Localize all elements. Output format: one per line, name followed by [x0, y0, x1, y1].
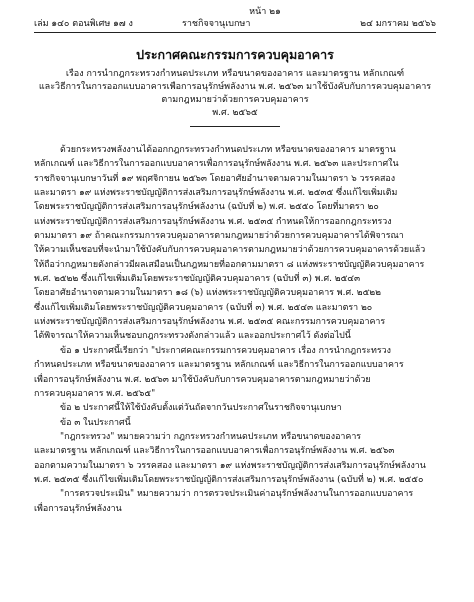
body-line: หลักเกณฑ์ และวิธีการในการออกแบบอาคารเพื่อการอนุรักษ์พลังงาน พ.ศ. ๒๕๖๓ และประกาศใน	[34, 159, 399, 170]
body-line: ได้พิจารณาให้ความเห็นชอบกฎกระทรวงดังกล่าวแล้ว และออกประกาศไว้ ดังต่อไปนี้	[34, 331, 351, 342]
body-line: พ.ศ. ๒๕๓๕ ซึ่งแก้ไขเพิ่มเติมโดยพระราชบัญญัติการส่งเสริมการอนุรักษ์พลังงาน (ฉบับที่ ๒) พ.ศ. ๒๕๕๐	[34, 474, 424, 485]
subject-line: และวิธีการในการออกแบบอาคารเพื่อการอนุรักษ์พลังงาน พ.ศ. ๒๕๖๓ มาใช้บังคับกับการควบคุมอาคาร	[38, 82, 432, 92]
body-line: ตามมาตรา ๑๙ ถ้าคณะกรรมการควบคุมอาคารตามกฎหมายว่าด้วยการควบคุมอาคารได้พิจารณา	[34, 231, 404, 242]
body-line: พ.ศ. ๒๕๒๒ ซึ่งแก้ไขเพิ่มเติมโดยพระราชบัญญัติควบคุมอาคาร (ฉบับที่ ๓) พ.ศ. ๒๕๔๓	[34, 274, 361, 285]
body-line: ซึ่งแก้ไขเพิ่มเติมโดยพระราชบัญญัติควบคุมอาคาร (ฉบับที่ ๓) พ.ศ. ๒๕๔๓ และมาตรา ๒๐	[34, 302, 373, 313]
page-number: หน้า ๒๑	[249, 7, 281, 17]
body-line: ให้ถือว่ากฎหมายดังกล่าวมีผลเสมือนเป็นกฎหมายที่ออกตามมาตรา ๘ แห่งพระราชบัญญัติควบคุมอาคาร	[34, 259, 425, 270]
body-line: ให้ความเห็นชอบที่จะนำมาใช้บังคับกับการควบคุมอาคารตามกฎหมายว่าด้วยการควบคุมอาคารด้วยแล้ว	[34, 245, 426, 256]
gazette-header	[34, 18, 436, 30]
body-line: ข้อ ๑ ประกาศนี้เรียกว่า "ประกาศคณะกรรมการควบคุมอาคาร เรื่อง การนำกฎกระทรวง	[60, 345, 391, 356]
body-line: "การตรวจประเมิน" หมายความว่า การตรวจประเมินค่าอนุรักษ์พลังงานในการออกแบบอาคาร	[60, 489, 414, 500]
announcement-title: ประกาศคณะกรรมการควบคุมอาคาร	[136, 47, 334, 62]
publication-date: ๒๔ มกราคม ๒๕๖๖	[360, 19, 436, 29]
body-line: โดยอาศัยอำนาจตามความในมาตรา ๑๘ (๖) แห่งพระราชบัญญัติควบคุมอาคาร พ.ศ. ๒๕๒๒	[34, 288, 382, 299]
title-separator	[190, 126, 280, 127]
body-line: กำหนดประเภท หรือขนาดของอาคาร และมาตรฐาน หลักเกณฑ์ และวิธีการในการออกแบบอาคาร	[34, 360, 404, 371]
body-line: ข้อ ๓ ในประกาศนี้	[60, 417, 131, 428]
body-line: ข้อ ๒ ประกาศนี้ให้ใช้บังคับตั้งแต่วันถัดจากวันประกาศในราชกิจจานุเบกษา	[60, 403, 342, 414]
announcement-body	[34, 143, 436, 516]
subject-line: ตามกฎหมายว่าด้วยการควบคุมอาคาร	[161, 95, 309, 105]
body-line: แห่งพระราชบัญญัติการส่งเสริมการอนุรักษ์พลังงาน พ.ศ. ๒๕๓๕ คณะกรรมการควบคุมอาคาร	[34, 317, 386, 328]
body-line: "กฎกระทรวง" หมายความว่า กฎกระทรวงกำหนดประเภท หรือขนาดของอาคาร	[60, 431, 362, 442]
body-line: เพื่อการอนุรักษ์พลังงาน พ.ศ. ๒๕๖๓ มาใช้บังคับกับการควบคุมอาคารตามกฎหมายว่าด้วย	[34, 374, 371, 385]
body-line: ด้วยกระทรวงพลังงานได้ออกกฎกระทรวงกำหนดประเภท หรือขนาดของอาคาร มาตรฐาน	[60, 145, 396, 155]
body-line: การควบคุมอาคาร พ.ศ. ๒๕๖๕"	[34, 388, 156, 399]
body-line: เพื่อการอนุรักษ์พลังงาน	[34, 503, 122, 514]
body-line: ราชกิจจานุเบกษาวันที่ ๑๙ พฤศจิกายน ๒๕๖๓ โดยอาศัยอำนาจตามความในมาตรา ๖ วรรคสอง	[34, 173, 396, 184]
body-line: โดยพระราชบัญญัติการส่งเสริมการอนุรักษ์พลังงาน (ฉบับที่ ๒) พ.ศ. ๒๕๕๐ โดยที่มาตรา ๒๐	[34, 202, 379, 213]
announcement-subject	[34, 68, 436, 107]
volume-issue: เล่ม ๑๔๐ ตอนพิเศษ ๑๗ ง	[34, 19, 133, 29]
body-line: และมาตรา ๑๙ แห่งพระราชบัญญัติการส่งเสริมการอนุรักษ์พลังงาน พ.ศ. ๒๕๓๕ ซึ่งแก้ไขเพิ่มเติม	[34, 188, 398, 199]
gazette-name: ราชกิจจานุเบกษา	[182, 19, 251, 29]
announcement-year: พ.ศ. ๒๕๖๕	[212, 108, 258, 118]
body-line: แห่งพระราชบัญญัติการส่งเสริมการอนุรักษ์พลังงาน พ.ศ. ๒๕๓๕ กำหนดให้การออกกฎกระทรวง	[34, 216, 392, 227]
body-line: ออกตามความในมาตรา ๖ วรรคสอง และมาตรา ๑๙ แห่งพระราชบัญญัติการส่งเสริมการอนุรักษ์พลังงาน	[34, 460, 426, 471]
subject-line: เรื่อง การนำกฎกระทรวงกำหนดประเภท หรือขนาดของอาคาร และมาตรฐาน หลักเกณฑ์	[65, 69, 405, 79]
body-line: และมาตรฐาน หลักเกณฑ์ และวิธีการในการออกแบบอาคารเพื่อการอนุรักษ์พลังงาน พ.ศ. ๒๕๖๓	[34, 446, 395, 457]
header-rule	[34, 32, 436, 33]
